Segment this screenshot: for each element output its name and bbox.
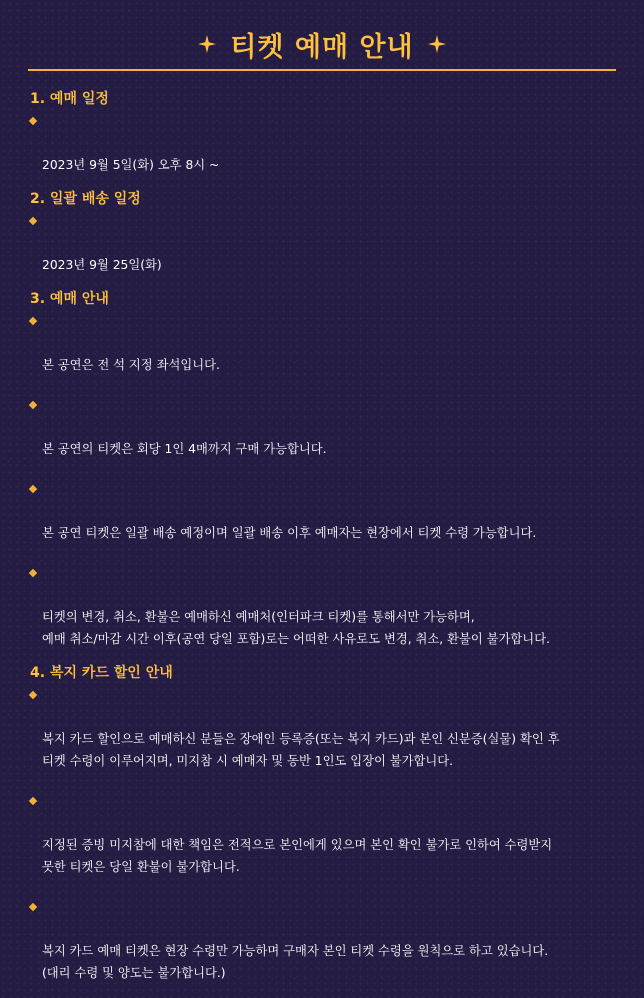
page-title: 티켓 예매 안내 bbox=[230, 31, 414, 63]
diamond-bullet-icon bbox=[29, 485, 37, 493]
item-text: 2023년 9월 5일(화) 오후 8시 ~ bbox=[42, 158, 220, 172]
list-item bbox=[30, 210, 620, 276]
page-header bbox=[0, 18, 644, 70]
diamond-bullet-icon bbox=[29, 903, 37, 911]
item-text: 본 공연의 티켓은 회당 1인 4매까지 구매 가능합니다. bbox=[42, 442, 327, 456]
list-item bbox=[30, 684, 620, 772]
section-welfare-card-discount bbox=[30, 664, 620, 984]
diamond-bullet-icon bbox=[29, 117, 37, 125]
item-text: 본 공연은 전 석 지정 좌석입니다. bbox=[42, 358, 220, 372]
section-title: 2. 일괄 배송 일정 bbox=[30, 191, 141, 207]
item-text: 복지 카드 할인으로 예매하신 분들은 장애인 등록증(또는 복지 카드)과 본인 신분증(실물) 확인 후 티켓 수령이 이루어지며, 미지참 시 예매자 및 동반 1인도 입장이 불가합니다. bbox=[42, 732, 560, 768]
section-delivery-schedule bbox=[30, 190, 620, 276]
list-item bbox=[30, 310, 620, 376]
sparkle-icon bbox=[198, 35, 216, 53]
diamond-bullet-icon bbox=[29, 797, 37, 805]
diamond-bullet-icon bbox=[29, 691, 37, 699]
diamond-bullet-icon bbox=[29, 317, 37, 325]
list-item bbox=[30, 790, 620, 878]
item-text: 본 공연 티켓은 일괄 배송 예정이며 일괄 배송 이후 예매자는 현장에서 티켓 수령 가능합니다. bbox=[42, 526, 537, 540]
sparkle-icon bbox=[428, 35, 446, 53]
item-text: 2023년 9월 25일(화) bbox=[42, 258, 162, 272]
list-item bbox=[30, 110, 620, 176]
section-reservation-guide bbox=[30, 290, 620, 650]
item-text: 티켓의 변경, 취소, 환불은 예매하신 예매처(인터파크 티켓)를 통해서만 가능하며, 예매 취소/마감 시간 이후(공연 당일 포함)로는 어떠한 사유로도 변경, 취소, 환불이 불가합니다. bbox=[42, 610, 550, 646]
diamond-bullet-icon bbox=[29, 569, 37, 577]
list-item bbox=[30, 562, 620, 650]
diamond-bullet-icon bbox=[29, 217, 37, 225]
list-item bbox=[30, 896, 620, 984]
item-text: 복지 카드 예매 티켓은 현장 수령만 가능하며 구매자 본인 티켓 수령을 원칙으로 하고 있습니다. (대리 수령 및 양도는 불가합니다.) bbox=[42, 944, 549, 980]
section-title: 4. 복지 카드 할인 안내 bbox=[30, 665, 173, 681]
list-item bbox=[30, 478, 620, 544]
section-title: 1. 예매 일정 bbox=[30, 91, 109, 107]
diamond-bullet-icon bbox=[29, 401, 37, 409]
notice-content bbox=[30, 90, 620, 998]
section-title: 3. 예매 안내 bbox=[30, 291, 109, 307]
list-item bbox=[30, 394, 620, 460]
item-text: 지정된 증빙 미지참에 대한 책임은 전적으로 본인에게 있으며 본인 확인 불가로 인하여 수령받지 못한 티켓은 당일 환불이 불가합니다. bbox=[42, 838, 553, 874]
header-divider bbox=[28, 69, 616, 71]
section-reservation-schedule bbox=[30, 90, 620, 176]
